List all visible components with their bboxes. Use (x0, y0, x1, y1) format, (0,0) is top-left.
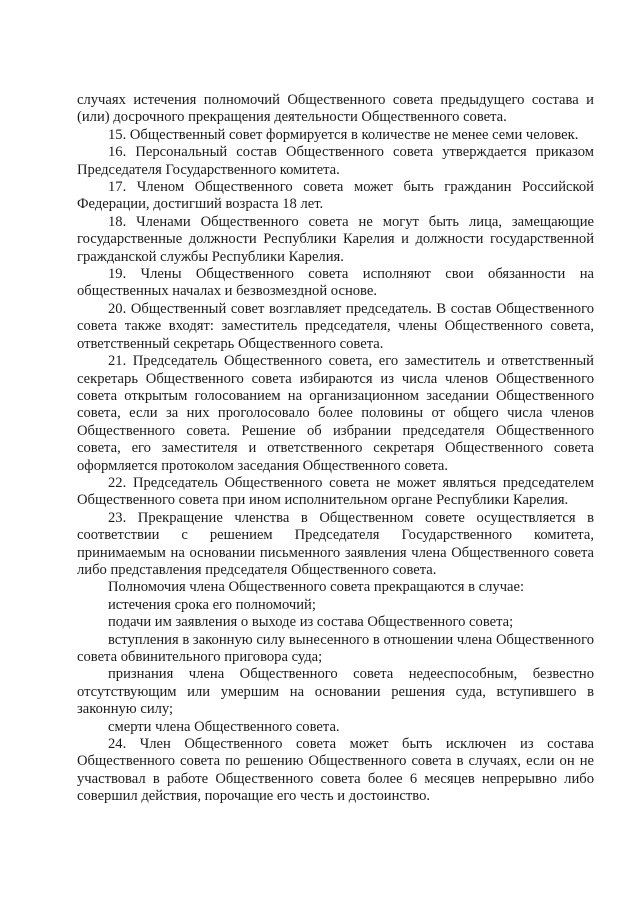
paragraph-continuation: случаях истечения полномочий Общественного совета предыдущего состава и (или) досрочного прекращения деятельности Общественного совета. (77, 92, 594, 126)
paragraph-termination-case-5: смерти члена Общественного совета. (108, 718, 340, 735)
paragraph-item-24: 24. Член Общественного совета может быть исключен из состава Общественного совета по решению Общественного совета в случаях, если он не участвовал в работе Общественного совета более 6 месяцев непрерывно либо совершил действия, порочащие его честь и достоинство. (77, 736, 594, 805)
paragraph-termination-case-3: вступления в законную силу вынесенного в отношении члена Общественного совета обвинительного приговора суда; (77, 631, 594, 665)
paragraph-item-16: 16. Персональный состав Общественного совета утверждается приказом Председателя Государственного комитета. (77, 144, 594, 178)
paragraph-termination-case-4: признания члена Общественного совета недееспособным, безвестно отсутствующим или умершим на основании решения суда, вступившего в законную силу; (77, 666, 594, 718)
paragraph-item-22: 22. Председатель Общественного совета не может являться председателем Общественного совета при ином исполнительном органе Республики Карелия. (77, 474, 594, 509)
paragraph-termination-case-2: подачи им заявления о выходе из состава Общественного совета; (108, 614, 514, 631)
paragraph-termination-intro: Полномочия члена Общественного совета прекращаются в случае: (108, 579, 525, 596)
paragraph-termination-case-1: истечения срока его полномочий; (108, 596, 316, 613)
document-page (77, 92, 594, 806)
paragraph-item-20: 20. Общественный совет возглавляет председатель. В состав Общественного совета также входят: заместитель председателя, члены Общественного совета, ответственный секретарь Общественного совета. (77, 300, 594, 352)
paragraph-item-15: 15. Общественный совет формируется в количестве не менее семи человек. (108, 126, 579, 143)
paragraph-item-23: 23. Прекращение членства в Общественном совете осуществляется в соответствии с решением Председателя Государственного комитета, принимаемым на основании письменного заявления члена Общественного совета либо представления председателя Общественного совета. (77, 509, 594, 578)
paragraph-item-18: 18. Членами Общественного совета не могут быть лица, замещающие государственные должности Республики Карелия и должности государственной гражданской службы Республики Карелия. (77, 213, 594, 265)
paragraph-item-17: 17. Членом Общественного совета может быть гражданин Российской Федерации, достигший возраста 18 лет. (77, 179, 594, 213)
paragraph-item-19: 19. Члены Общественного совета исполняют свои обязанности на общественных началах и безвозмездной основе. (77, 266, 594, 300)
paragraph-item-21: 21. Председатель Общественного совета, его заместитель и ответственный секретарь Общественного совета избираются из числа членов Общественного совета открытым голосованием на организационном заседании Общественного совета, если за них проголосовало более половины от общего числа членов Общественного совета. Решение об избрании председателя Общественного совета, его заместителя и ответственного секретаря Общественного совета оформляется протоколом заседания Общественного совета. (77, 353, 594, 474)
